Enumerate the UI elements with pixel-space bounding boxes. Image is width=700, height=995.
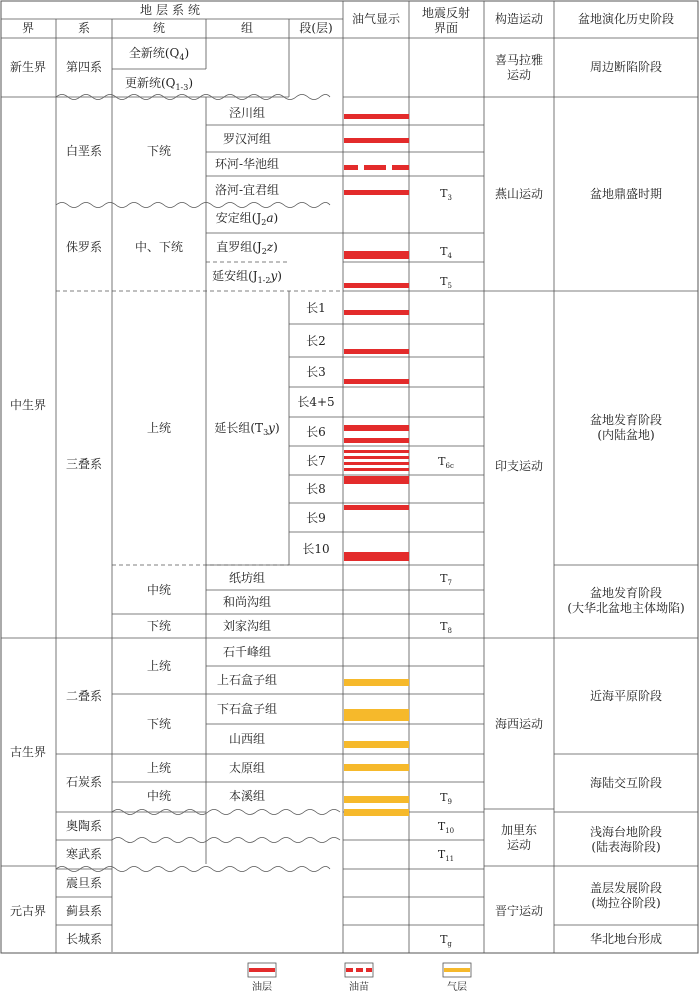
member-chang9: 长9 <box>306 511 326 525</box>
formation-shiqianfeng: 石千峰组 <box>222 645 272 659</box>
series-permian-lower: 下统 <box>146 717 172 731</box>
system-sinian: 震旦系 <box>65 876 103 890</box>
evolution-coastal-plain: 近海平原阶段 <box>589 689 663 703</box>
legend-seep <box>345 963 373 993</box>
dashed-boundaries <box>56 262 343 565</box>
header-member: 段(层) <box>299 21 333 35</box>
series-carboniferous-upper: 上统 <box>146 761 172 775</box>
tectonic-caledonian-2: 运动 <box>506 838 532 852</box>
system-cambrian: 寒武系 <box>65 847 103 861</box>
formation-luohanhe: 罗汉河组 <box>222 132 272 146</box>
formation-huanhe-huachi: 环河-华池组 <box>214 157 280 171</box>
series-carboniferous-middle: 中统 <box>146 789 172 803</box>
seismic-tg: $T_g$ <box>440 933 452 948</box>
evolution-platform: 华北地台形成 <box>589 932 663 946</box>
oil-layer <box>344 114 409 119</box>
header-seismic-1: 地震反射 <box>421 6 471 20</box>
evolution-cover-1: 盖层发展阶段 <box>589 881 663 895</box>
formation-liujiagou: 刘家沟组 <box>222 619 272 633</box>
series-column <box>125 45 193 803</box>
oil-layer <box>344 468 409 471</box>
system-jurassic: 侏罗系 <box>65 240 103 254</box>
seismic-t4: $T_4$ <box>440 245 452 260</box>
seismic-t7: $T_7$ <box>440 572 452 587</box>
oil-layer <box>344 138 409 143</box>
member-chang2: 长2 <box>306 334 326 348</box>
series-triassic-lower: 下统 <box>146 619 172 633</box>
formation-upper-shihezi: 上石盒子组 <box>216 673 278 687</box>
tectonic-caledonian-1: 加里东 <box>500 823 538 837</box>
tectonic-himalaya-2: 运动 <box>506 68 532 82</box>
gas-layer <box>344 709 409 721</box>
table-header <box>22 2 674 35</box>
formation-yanan: 延安组$(J_{1-2}y)$ <box>212 269 282 285</box>
oil-seep <box>344 165 358 170</box>
legend-oil <box>248 963 276 993</box>
gas-layer <box>344 764 409 771</box>
series-permian-upper: 上统 <box>146 659 172 673</box>
oil-layer <box>344 425 409 431</box>
tectonic-hercynian: 海西运动 <box>494 717 544 731</box>
formation-yanchang: 延长组$(T_3y)$ <box>214 421 280 437</box>
oil-layer <box>344 190 409 195</box>
oil-layer <box>344 505 409 510</box>
oil-gas-shows <box>344 114 409 816</box>
system-triassic: 三叠系 <box>65 457 103 471</box>
header-oil-gas: 油气显示 <box>351 12 401 26</box>
member-chang7: 长7 <box>306 454 326 468</box>
system-jixian: 蓟县系 <box>65 904 103 918</box>
oil-layer <box>344 349 409 354</box>
formation-column <box>212 106 282 803</box>
header-system: 系 <box>77 21 91 35</box>
evolution-cover-2: (坳拉谷阶段) <box>591 896 661 910</box>
system-changcheng: 长城系 <box>65 932 103 946</box>
seismic-t5: $T_5$ <box>440 275 452 290</box>
evolution-inland-2: (内陆盆地) <box>597 428 655 442</box>
evolution-peripheral: 周边断陷阶段 <box>589 60 663 74</box>
evolution-column <box>567 59 684 946</box>
evolution-shallow-sea-1: 浅海台地阶段 <box>589 825 663 839</box>
legend-seep-label: 油苗 <box>349 982 369 993</box>
oil-layer <box>344 462 409 465</box>
formation-jingchuan: 泾川组 <box>228 106 266 120</box>
legend-oil-label: 油层 <box>252 982 272 993</box>
gas-layer <box>344 679 409 686</box>
era-cenozoic: 新生界 <box>9 60 47 74</box>
seismic-t6c: $T_{6c}$ <box>438 455 454 470</box>
seismic-t8: $T_8$ <box>440 620 452 635</box>
evolution-peak: 盆地鼎盛时期 <box>589 187 663 201</box>
legend <box>248 963 471 993</box>
tectonic-jinning: 晋宁运动 <box>494 904 544 918</box>
series-pleistocene: 更新统$(Q_{1-3})$ <box>124 76 194 92</box>
tectonic-yanshan: 燕山运动 <box>494 187 544 201</box>
series-triassic-upper: 上统 <box>146 421 172 435</box>
oil-layer <box>344 456 409 459</box>
seismic-t3: $T_3$ <box>440 187 452 202</box>
evolution-inland-1: 盆地发育阶段 <box>589 413 663 427</box>
formation-zhifang: 纸坊组 <box>228 571 266 585</box>
member-chang4-5: 长4+5 <box>297 395 335 409</box>
oil-layer <box>344 552 409 561</box>
legend-gas <box>443 963 471 993</box>
header-era: 界 <box>21 21 35 35</box>
oil-layer <box>344 438 409 443</box>
header-tectonic: 构造运动 <box>494 12 544 26</box>
formation-heshanggou: 和尚沟组 <box>222 595 272 609</box>
formation-benxi: 本溪组 <box>228 789 266 803</box>
tectonic-indosinian: 印支运动 <box>494 459 544 473</box>
gas-layer <box>344 809 409 816</box>
oil-layer <box>344 310 409 315</box>
system-permian: 二叠系 <box>65 689 103 703</box>
oil-layer <box>344 379 409 384</box>
formation-shanxi: 山西组 <box>228 732 266 746</box>
formation-anding: 安定组$(J_2a)$ <box>215 211 279 227</box>
oil-layer <box>344 283 409 288</box>
series-jurassic-middle-lower: 中、下统 <box>134 240 184 254</box>
header-series: 统 <box>152 21 166 35</box>
series-triassic-middle: 中统 <box>146 583 172 597</box>
oil-layer <box>344 251 409 259</box>
legend-gas-label: 气层 <box>447 982 467 993</box>
formation-lower-shihezi: 下石盒子组 <box>216 702 278 716</box>
evolution-north-1: 盆地发育阶段 <box>589 586 663 600</box>
series-cretaceous-lower: 下统 <box>146 144 172 158</box>
unconformity-ordovician <box>112 838 340 843</box>
seismic-t9: $T_9$ <box>440 791 452 806</box>
header-formation: 组 <box>240 21 254 35</box>
legend-gas-swatch <box>444 968 470 972</box>
legend-seep-swatch <box>356 968 363 972</box>
member-chang3: 长3 <box>306 365 326 379</box>
unconformity-lines <box>56 95 340 872</box>
tectonic-himalaya-1: 喜马拉雅 <box>494 53 544 67</box>
evolution-sea-land: 海陆交互阶段 <box>589 776 663 790</box>
seismic-t11: $T_{11}$ <box>437 848 455 863</box>
header-seismic-2: 界面 <box>433 21 459 35</box>
system-quaternary: 第四系 <box>65 60 103 74</box>
era-column <box>10 59 46 918</box>
gas-layer <box>344 796 409 803</box>
oil-seep <box>392 165 409 170</box>
member-column <box>297 301 334 556</box>
seismic-t10: $T_{10}$ <box>437 820 455 835</box>
evolution-north-2: (大华北盆地主体坳陷) <box>567 601 685 615</box>
legend-seep-swatch <box>346 968 353 972</box>
seismic-reflectors <box>438 187 454 948</box>
member-chang6: 长6 <box>306 425 326 439</box>
member-chang1: 长1 <box>306 301 326 315</box>
oil-seep <box>364 165 386 170</box>
era-proterozoic: 元古界 <box>9 904 47 918</box>
formation-taiyuan: 太原组 <box>228 761 266 775</box>
gas-layer <box>344 741 409 748</box>
unconformity-middle <box>56 203 330 208</box>
oil-layer <box>344 476 409 484</box>
header-evolution: 盆地演化历史阶段 <box>577 12 675 26</box>
tectonic-column <box>495 52 543 918</box>
era-mesozoic: 中生界 <box>9 398 47 412</box>
system-ordovician: 奥陶系 <box>65 819 103 833</box>
formation-zhiluo: 直罗组$(J_2z)$ <box>216 240 278 256</box>
legend-oil-swatch <box>249 968 275 972</box>
evolution-shallow-sea-2: (陆表海阶段) <box>591 840 661 854</box>
header-group-title: 地层系统 <box>139 3 205 17</box>
system-carboniferous: 石炭系 <box>65 775 103 789</box>
oil-layer <box>344 450 409 453</box>
formation-luohe-yijun: 洛河-宜君组 <box>214 183 280 197</box>
legend-seep-swatch <box>366 968 372 972</box>
system-cretaceous: 白垩系 <box>65 144 103 158</box>
era-paleozoic: 古生界 <box>9 745 47 759</box>
system-column <box>66 60 102 946</box>
member-chang8: 长8 <box>306 482 326 496</box>
member-chang10: 长10 <box>302 542 330 556</box>
series-holocene: 全新统$(Q_4)$ <box>128 46 190 62</box>
